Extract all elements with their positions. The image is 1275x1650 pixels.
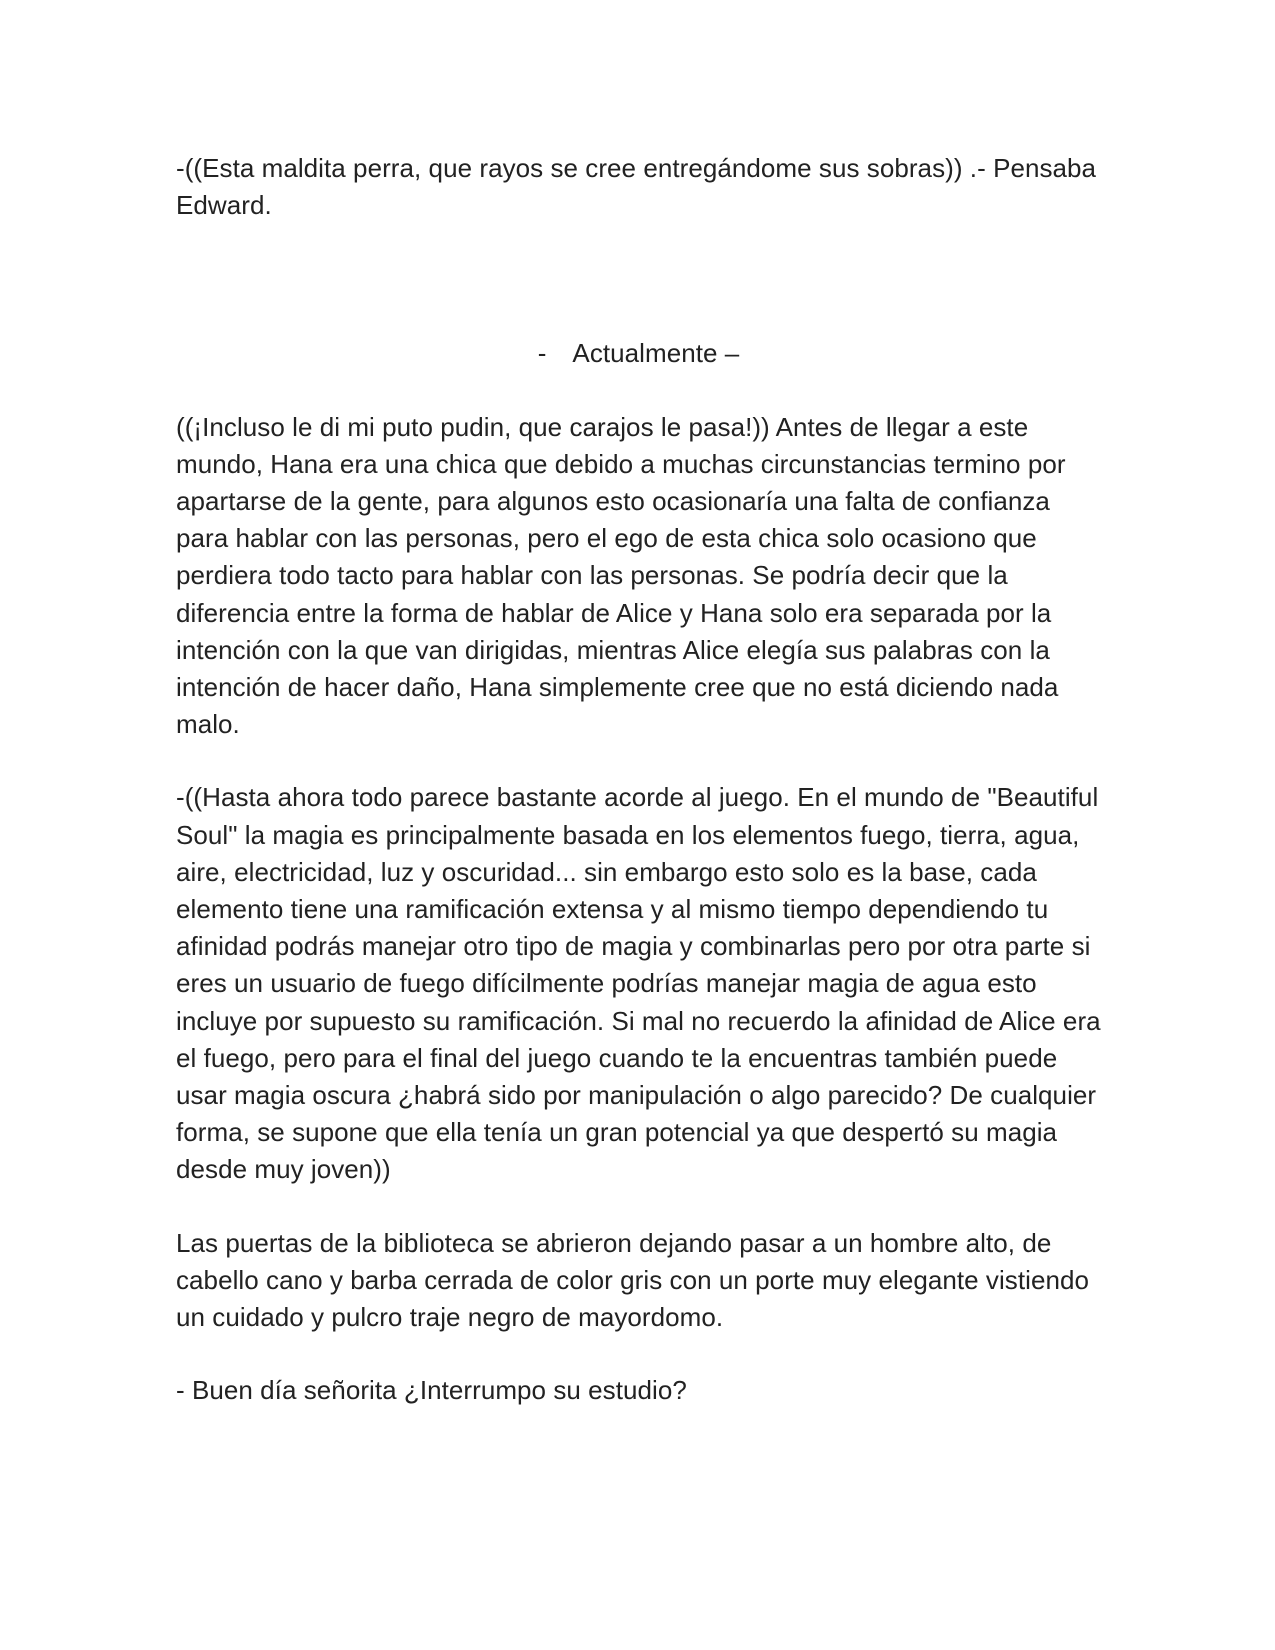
paragraph-library: Las puertas de la biblioteca se abrieron dejando pasar a un hombre alto, de cabello cano y barba cerrada de color gris con un porte muy elegante vistiendo un cuidado y pulcro traje negro de mayordomo. bbox=[176, 1227, 1089, 1333]
spacer bbox=[176, 743, 1101, 779]
paragraph-dialogue: - Buen día señorita ¿Interrumpo su estudio? bbox=[176, 1375, 687, 1406]
document-body bbox=[176, 150, 1101, 1409]
heading-dash: - bbox=[537, 338, 547, 369]
section-heading bbox=[176, 335, 1101, 372]
heading-text: Actualmente – bbox=[572, 338, 740, 369]
paragraph-edward-thought: -((Esta maldita perra, que rayos se cree entregándome sus sobras)) .- Pensaba Edward. bbox=[176, 153, 1097, 221]
spacer bbox=[176, 373, 1101, 409]
paragraph-hana: ((¡Incluso le di mi puto pudin, que carajos le pasa!)) Antes de llegar a este mundo, Hana era una chica que debido a muchas circunstancias termino por apartarse de la gente, para algunos esto ocasionaría una falta de confianza para hablar con las personas, pero el ego de esta chica solo ocasiono que perdiera todo tacto para hablar con las personas. Se podría decir que la diferencia entre la forma de hablar de Alice y Hana solo era separada por la intención con la que van dirigidas, mientras Alice elegía sus palabras con la intención de hacer daño, Hana simplemente cree que no está diciendo nada malo. bbox=[176, 411, 1066, 740]
spacer bbox=[176, 1189, 1101, 1225]
paragraph-magic: -((Hasta ahora todo parece bastante acorde al juego. En el mundo de "Beautiful Soul" la magia es principalmente basada en los elementos fuego, tierra, agua, aire, electricidad, luz y oscuridad... sin embargo esto solo es la base, cada elemento tiene una ramificación extensa y al mismo tiempo dependiendo tu afinidad podrás manejar otro tipo de magia y combinarlas pero por otra parte si eres un usuario de fuego difícilmente podrías manejar magia de agua esto incluye por supuesto su ramificación. Si mal no recuerdo la afinidad de Alice era el fuego, pero para el final del juego cuando te la encuentras también puede usar magia oscura ¿habrá sido por manipulación o algo parecido? De cualquier forma, se supone que ella tenía un gran potencial ya que despertó su magia desde muy joven)) bbox=[176, 782, 1101, 1185]
spacer bbox=[176, 1336, 1101, 1372]
spacer bbox=[176, 224, 1101, 335]
